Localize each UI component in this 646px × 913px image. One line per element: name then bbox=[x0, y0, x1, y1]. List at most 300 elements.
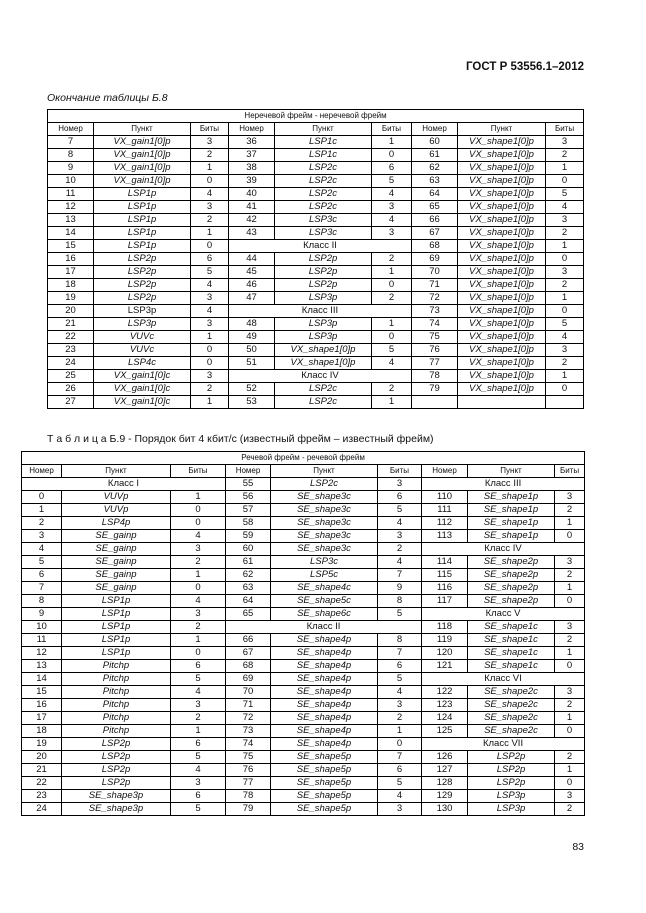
table-cell: 9 bbox=[378, 582, 422, 595]
table-cell: 4 bbox=[171, 530, 226, 543]
table-cell: SE_shape2c bbox=[468, 686, 555, 699]
table-cell: 70 bbox=[226, 686, 271, 699]
table-cell: 9 bbox=[48, 162, 94, 175]
table-cell: 2 bbox=[191, 383, 229, 396]
column-header: Биты bbox=[555, 465, 585, 478]
table-cell: VX_gain1[0]c bbox=[94, 370, 191, 383]
table-cell: 2 bbox=[546, 227, 584, 240]
table-cell: 2 bbox=[546, 357, 584, 370]
table-cell: SE_gainp bbox=[62, 582, 171, 595]
table-cell: 4 bbox=[378, 790, 422, 803]
table-cell: 60 bbox=[412, 136, 458, 149]
table-cell: VX_shape1[0]p bbox=[458, 162, 546, 175]
table-cell: 66 bbox=[412, 214, 458, 227]
table-cell: LSP2c bbox=[271, 478, 378, 491]
table-cell: VUVp bbox=[62, 491, 171, 504]
table-cell: 6 bbox=[22, 569, 62, 582]
table-cell: SE_gainp bbox=[62, 543, 171, 556]
table-cell: 13 bbox=[48, 214, 94, 227]
table-cell: 1 bbox=[546, 292, 584, 305]
class-label-cell: Класс IV bbox=[422, 543, 585, 556]
column-header: Пункт bbox=[468, 465, 555, 478]
table-cell: 3 bbox=[555, 491, 585, 504]
table-cell: 3 bbox=[191, 136, 229, 149]
table-cell: 53 bbox=[229, 396, 275, 409]
table-cell: 45 bbox=[229, 266, 275, 279]
table-cell: LSP2c bbox=[275, 201, 372, 214]
table-cell: 121 bbox=[422, 660, 468, 673]
column-header: Пункт bbox=[94, 123, 191, 136]
table-cell: VX_gain1[0]p bbox=[94, 162, 191, 175]
table-cell: SE_shape2p bbox=[468, 582, 555, 595]
table-row bbox=[22, 491, 585, 504]
table-row bbox=[22, 530, 585, 543]
table-cell: 6 bbox=[171, 660, 226, 673]
table-cell: 7 bbox=[378, 751, 422, 764]
table-cell: LSP2c bbox=[275, 162, 372, 175]
table-cell: SE_shape4p bbox=[271, 660, 378, 673]
table-cell: 24 bbox=[48, 357, 94, 370]
table-cell: 2 bbox=[372, 292, 412, 305]
table-cell: VX_shape1[0]p bbox=[458, 331, 546, 344]
table-cell: 0 bbox=[372, 149, 412, 162]
table-cell: 4 bbox=[378, 556, 422, 569]
table-cell: VX_shape1[0]p bbox=[458, 227, 546, 240]
table-cell: 2 bbox=[546, 149, 584, 162]
table-cell: 2 bbox=[546, 279, 584, 292]
table-cell: Pitchp bbox=[62, 699, 171, 712]
table-cell: LSP2c bbox=[275, 175, 372, 188]
table-row bbox=[22, 660, 585, 673]
table-cell: 38 bbox=[229, 162, 275, 175]
table-row bbox=[22, 673, 585, 686]
table-cell: VX_shape1[0]p bbox=[458, 344, 546, 357]
table-cell: SE_shape1c bbox=[468, 660, 555, 673]
table-cell: 68 bbox=[226, 660, 271, 673]
table-cell: 5 bbox=[171, 751, 226, 764]
table-cell: 2 bbox=[378, 543, 422, 556]
table-cell: 10 bbox=[22, 621, 62, 634]
table-cell: 0 bbox=[546, 175, 584, 188]
table-cell: 0 bbox=[555, 777, 585, 790]
table-cell: SE_shape5c bbox=[271, 595, 378, 608]
table-cell: 5 bbox=[546, 188, 584, 201]
column-header-row bbox=[22, 465, 585, 478]
table-cell: 3 bbox=[191, 201, 229, 214]
table-cell: 44 bbox=[229, 253, 275, 266]
table-cell: LSP5c bbox=[271, 569, 378, 582]
table-cell: SE_shape2p bbox=[468, 569, 555, 582]
table-cell: VX_shape1[0]p bbox=[458, 240, 546, 253]
table-row bbox=[48, 396, 584, 409]
table-cell: 0 bbox=[555, 660, 585, 673]
table-cell: 73 bbox=[226, 725, 271, 738]
table-cell: LSP4c bbox=[94, 357, 191, 370]
table-cell: 3 bbox=[372, 227, 412, 240]
table-row bbox=[22, 686, 585, 699]
table-cell: 126 bbox=[422, 751, 468, 764]
table-row bbox=[22, 608, 585, 621]
table-cell: LSP1p bbox=[62, 608, 171, 621]
table-cell: 4 bbox=[171, 595, 226, 608]
column-header: Биты bbox=[171, 465, 226, 478]
table-cell: LSP2p bbox=[468, 764, 555, 777]
table-cell: 42 bbox=[229, 214, 275, 227]
table-row bbox=[22, 777, 585, 790]
table-cell: 110 bbox=[422, 491, 468, 504]
table-cell: SE_shape3p bbox=[62, 803, 171, 816]
table-cell: VX_gain1[0]p bbox=[94, 175, 191, 188]
table-cell: 0 bbox=[171, 504, 226, 517]
table-cell: 117 bbox=[422, 595, 468, 608]
table-cell: 4 bbox=[546, 331, 584, 344]
column-header: Номер bbox=[22, 465, 62, 478]
table-cell: SE_shape1p bbox=[468, 517, 555, 530]
table-row bbox=[22, 790, 585, 803]
table-cell: VX_gain1[0]c bbox=[94, 396, 191, 409]
table-cell: VX_shape1[0]p bbox=[275, 344, 372, 357]
table-cell: LSP3p bbox=[468, 790, 555, 803]
table-cell: 4 bbox=[372, 357, 412, 370]
table-cell: 10 bbox=[48, 175, 94, 188]
table-cell: 11 bbox=[22, 634, 62, 647]
table-cell: LSP1p bbox=[62, 595, 171, 608]
table-row bbox=[48, 214, 584, 227]
table-cell: 119 bbox=[422, 634, 468, 647]
table-cell: LSP1p bbox=[62, 621, 171, 634]
table-row bbox=[48, 279, 584, 292]
table-cell: 40 bbox=[229, 188, 275, 201]
table-cell: 23 bbox=[48, 344, 94, 357]
table-row bbox=[22, 478, 585, 491]
table-cell: VX_shape1[0]p bbox=[458, 214, 546, 227]
table-cell: 1 bbox=[546, 162, 584, 175]
table-row bbox=[48, 344, 584, 357]
table-cell: 51 bbox=[229, 357, 275, 370]
table-cell: 1 bbox=[171, 634, 226, 647]
table-cell: 2 bbox=[555, 803, 585, 816]
table-row bbox=[48, 136, 584, 149]
table-cell: 115 bbox=[422, 569, 468, 582]
table-cell: Pitchp bbox=[62, 660, 171, 673]
table-cell: SE_shape4c bbox=[271, 582, 378, 595]
table-cell: 118 bbox=[422, 621, 468, 634]
table-cell: 3 bbox=[546, 136, 584, 149]
table-cell: VX_shape1[0]p bbox=[458, 292, 546, 305]
table-cell: VX_shape1[0]p bbox=[458, 188, 546, 201]
table-row bbox=[48, 383, 584, 396]
table-cell: 79 bbox=[412, 383, 458, 396]
table-cell: 3 bbox=[555, 621, 585, 634]
table-cell: 76 bbox=[412, 344, 458, 357]
table-cell: 1 bbox=[372, 318, 412, 331]
table-cell: LSP2c bbox=[275, 396, 372, 409]
table-cell: 0 bbox=[191, 344, 229, 357]
table-cell: 0 bbox=[171, 517, 226, 530]
table-cell: 18 bbox=[48, 279, 94, 292]
table-cell: LSP3p bbox=[94, 305, 191, 318]
table-cell: 5 bbox=[378, 777, 422, 790]
table-cell: SE_shape5p bbox=[271, 764, 378, 777]
table-cell: SE_shape1c bbox=[468, 621, 555, 634]
table-cell: SE_shape5p bbox=[271, 790, 378, 803]
table-cell: 0 bbox=[171, 647, 226, 660]
column-header-row bbox=[48, 123, 584, 136]
table-row bbox=[22, 504, 585, 517]
class-label-cell: Класс VI bbox=[422, 673, 585, 686]
table-row bbox=[22, 517, 585, 530]
table-cell: 120 bbox=[422, 647, 468, 660]
table-cell: 1 bbox=[546, 240, 584, 253]
table-cell: 8 bbox=[22, 595, 62, 608]
table-cell: 25 bbox=[48, 370, 94, 383]
table-cell: 6 bbox=[378, 660, 422, 673]
table-cell: 65 bbox=[226, 608, 271, 621]
table-cell: 79 bbox=[226, 803, 271, 816]
table-cell: 129 bbox=[422, 790, 468, 803]
table-cell: SE_gainp bbox=[62, 530, 171, 543]
table-cell: 12 bbox=[48, 201, 94, 214]
table-cell: SE_shape4p bbox=[271, 699, 378, 712]
table-cell: VX_shape1[0]p bbox=[458, 370, 546, 383]
table-cell: LSP2p bbox=[62, 764, 171, 777]
table-cell: 16 bbox=[22, 699, 62, 712]
table-cell: LSP2p bbox=[275, 253, 372, 266]
table-cell: 15 bbox=[22, 686, 62, 699]
table2-caption: Т а б л и ц а Б.9 - Порядок бит 4 кбит/с (известный фрейм – известный фрейм) bbox=[47, 433, 434, 445]
table-cell: 13 bbox=[22, 660, 62, 673]
table-cell: 0 bbox=[555, 725, 585, 738]
table-cell: Pitchp bbox=[62, 686, 171, 699]
table-row bbox=[48, 188, 584, 201]
table-cell: SE_shape2c bbox=[468, 712, 555, 725]
table-cell: LSP4p bbox=[62, 517, 171, 530]
table-cell: VX_shape1[0]p bbox=[458, 175, 546, 188]
table-cell: 1 bbox=[372, 396, 412, 409]
table-cell: LSP2c bbox=[275, 188, 372, 201]
table-cell: 61 bbox=[226, 556, 271, 569]
table-cell: LSP2p bbox=[94, 279, 191, 292]
table-cell: SE_shape2c bbox=[468, 725, 555, 738]
table-cell: 2 bbox=[372, 253, 412, 266]
table-row bbox=[48, 240, 584, 253]
table-cell: 1 bbox=[22, 504, 62, 517]
table-cell: 75 bbox=[412, 331, 458, 344]
table-cell: 4 bbox=[378, 517, 422, 530]
table-cell: 3 bbox=[555, 556, 585, 569]
table-cell: 14 bbox=[48, 227, 94, 240]
table-cell: 22 bbox=[48, 331, 94, 344]
table-cell: 27 bbox=[48, 396, 94, 409]
table-cell: 15 bbox=[48, 240, 94, 253]
table-cell: 3 bbox=[555, 790, 585, 803]
table-cell: VX_shape1[0]p bbox=[458, 201, 546, 214]
table-cell: 1 bbox=[171, 725, 226, 738]
table-cell: 77 bbox=[412, 357, 458, 370]
table-cell: 21 bbox=[48, 318, 94, 331]
table-cell: 0 bbox=[546, 253, 584, 266]
table-cell: LSP2p bbox=[62, 777, 171, 790]
table-cell: 68 bbox=[412, 240, 458, 253]
table-cell: 0 bbox=[372, 279, 412, 292]
table-cell: 22 bbox=[22, 777, 62, 790]
table-cell: 122 bbox=[422, 686, 468, 699]
table-cell: SE_shape3p bbox=[62, 790, 171, 803]
table-cell: 6 bbox=[171, 738, 226, 751]
column-header: Номер bbox=[422, 465, 468, 478]
table-cell: SE_shape3c bbox=[271, 504, 378, 517]
table-cell: 2 bbox=[555, 751, 585, 764]
table-cell: 6 bbox=[171, 790, 226, 803]
table-cell: 3 bbox=[555, 686, 585, 699]
table-cell: 8 bbox=[48, 149, 94, 162]
table-cell: LSP2p bbox=[62, 738, 171, 751]
class-label-cell: Класс II bbox=[229, 240, 412, 253]
table-cell: 2 bbox=[191, 149, 229, 162]
table-cell: 73 bbox=[412, 305, 458, 318]
table-cell bbox=[458, 396, 546, 409]
column-header: Биты bbox=[378, 465, 422, 478]
table-cell: VUVc bbox=[94, 344, 191, 357]
table-cell: 63 bbox=[226, 582, 271, 595]
table-cell: 1 bbox=[191, 396, 229, 409]
table-cell: 114 bbox=[422, 556, 468, 569]
table-cell: 1 bbox=[372, 136, 412, 149]
table1-caption: Окончание таблицы Б.8 bbox=[47, 92, 168, 104]
table-cell: 4 bbox=[191, 188, 229, 201]
class-label-cell: Класс II bbox=[226, 621, 422, 634]
table-cell: 116 bbox=[422, 582, 468, 595]
table-cell: 123 bbox=[422, 699, 468, 712]
table-cell: 1 bbox=[378, 725, 422, 738]
table-cell: 5 bbox=[546, 318, 584, 331]
table-row bbox=[22, 634, 585, 647]
table-row bbox=[22, 712, 585, 725]
table-cell: 48 bbox=[229, 318, 275, 331]
table-cell: 23 bbox=[22, 790, 62, 803]
table-cell: 72 bbox=[412, 292, 458, 305]
table-cell: 1 bbox=[191, 162, 229, 175]
table-cell: 4 bbox=[171, 686, 226, 699]
table-cell: LSP1p bbox=[62, 634, 171, 647]
table-cell: SE_gainp bbox=[62, 569, 171, 582]
table-cell: 2 bbox=[171, 621, 226, 634]
column-header: Биты bbox=[191, 123, 229, 136]
table-cell: 8 bbox=[378, 595, 422, 608]
table-cell: 74 bbox=[226, 738, 271, 751]
table-cell: 8 bbox=[378, 634, 422, 647]
table-cell: SE_gainp bbox=[62, 556, 171, 569]
table-row bbox=[48, 292, 584, 305]
table-cell: 20 bbox=[22, 751, 62, 764]
table-cell: SE_shape3c bbox=[271, 530, 378, 543]
table-cell: 3 bbox=[171, 777, 226, 790]
table-cell: 50 bbox=[229, 344, 275, 357]
table-cell: 62 bbox=[412, 162, 458, 175]
table-cell: SE_shape1p bbox=[468, 491, 555, 504]
table-cell: 5 bbox=[372, 344, 412, 357]
table-cell: 2 bbox=[378, 712, 422, 725]
table-cell: SE_shape5p bbox=[271, 751, 378, 764]
table-cell: 0 bbox=[546, 383, 584, 396]
table-cell: LSP3p bbox=[275, 292, 372, 305]
table-cell: 14 bbox=[22, 673, 62, 686]
table-row bbox=[22, 595, 585, 608]
table-cell: 69 bbox=[412, 253, 458, 266]
table-cell: 4 bbox=[191, 279, 229, 292]
table-cell: 12 bbox=[22, 647, 62, 660]
column-header: Пункт bbox=[62, 465, 171, 478]
table-cell: 18 bbox=[22, 725, 62, 738]
table-cell: 3 bbox=[171, 543, 226, 556]
table-cell: 46 bbox=[229, 279, 275, 292]
table-cell: 112 bbox=[422, 517, 468, 530]
table-cell: 72 bbox=[226, 712, 271, 725]
table-cell: 4 bbox=[191, 305, 229, 318]
table-cell bbox=[546, 396, 584, 409]
table-cell: VX_shape1[0]p bbox=[458, 357, 546, 370]
table-cell: 3 bbox=[191, 318, 229, 331]
table-cell: 64 bbox=[412, 188, 458, 201]
table-row bbox=[48, 318, 584, 331]
table-cell: 124 bbox=[422, 712, 468, 725]
table-cell: SE_shape4p bbox=[271, 712, 378, 725]
table-cell: 78 bbox=[412, 370, 458, 383]
table-cell: 76 bbox=[226, 764, 271, 777]
table-cell: 5 bbox=[378, 608, 422, 621]
table-cell: 11 bbox=[48, 188, 94, 201]
table-cell: 5 bbox=[22, 556, 62, 569]
table-cell: Pitchp bbox=[62, 673, 171, 686]
table-cell: SE_shape4p bbox=[271, 634, 378, 647]
table-cell: 9 bbox=[22, 608, 62, 621]
table-cell: 63 bbox=[412, 175, 458, 188]
table-cell: 1 bbox=[191, 331, 229, 344]
table-cell: 5 bbox=[171, 803, 226, 816]
table-cell: LSP2p bbox=[62, 751, 171, 764]
class-label-cell: Класс V bbox=[422, 608, 585, 621]
table-cell: 61 bbox=[412, 149, 458, 162]
table-cell: VX_shape1[0]p bbox=[275, 357, 372, 370]
table-cell: 0 bbox=[555, 595, 585, 608]
table-cell: 2 bbox=[171, 556, 226, 569]
table-cell: 3 bbox=[22, 530, 62, 543]
table-cell: 2 bbox=[555, 699, 585, 712]
table-cell: 3 bbox=[171, 608, 226, 621]
table-cell: 0 bbox=[22, 491, 62, 504]
table-cell: 71 bbox=[226, 699, 271, 712]
table-cell: 26 bbox=[48, 383, 94, 396]
table-cell: 3 bbox=[372, 201, 412, 214]
table-cell: VX_shape1[0]p bbox=[458, 318, 546, 331]
table-cell: 75 bbox=[226, 751, 271, 764]
table-cell: LSP1p bbox=[94, 240, 191, 253]
table-cell: 0 bbox=[372, 331, 412, 344]
table-cell: Pitchp bbox=[62, 725, 171, 738]
table-row bbox=[22, 699, 585, 712]
table-row bbox=[48, 331, 584, 344]
table-cell: VUVc bbox=[94, 331, 191, 344]
table-cell: 49 bbox=[229, 331, 275, 344]
table-cell: 6 bbox=[378, 764, 422, 777]
table-cell: SE_shape3c bbox=[271, 517, 378, 530]
table-cell: 47 bbox=[229, 292, 275, 305]
table-cell: VX_shape1[0]p bbox=[458, 279, 546, 292]
table-cell: LSP1p bbox=[94, 188, 191, 201]
table-row bbox=[48, 201, 584, 214]
table-cell: 113 bbox=[422, 530, 468, 543]
class-label-cell: Класс VII bbox=[422, 738, 585, 751]
